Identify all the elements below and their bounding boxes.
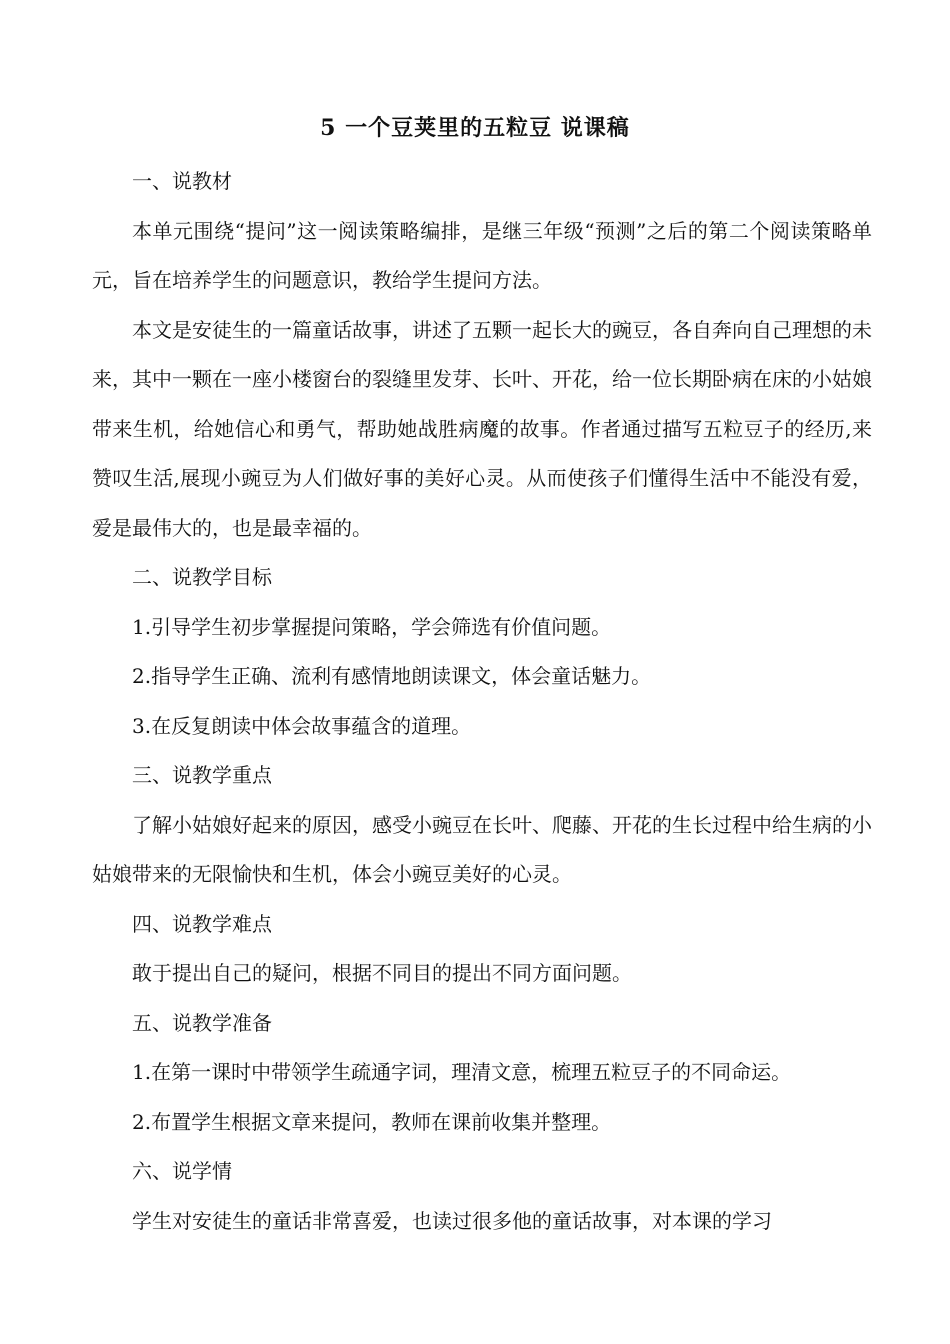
section-heading-key-points: 三、说教学重点 xyxy=(132,763,272,787)
preparation-item-2: 2.布置学生根据文章来提问，教师在课前收集并整理。 xyxy=(132,1109,612,1134)
section-heading-learners: 六、说学情 xyxy=(132,1159,232,1183)
objective-item-3: 3.在反复朗读中体会故事蕴含的道理。 xyxy=(132,713,472,738)
paragraph-unit-overview: 本单元围绕“提问”这一阅读策略编排，是继三年级“预测”之后的第二个阅读策略单元，旨在培养学生的问题意识，教给学生提问方法。 xyxy=(92,218,872,292)
paragraph-difficulties: 敢于提出自己的疑问，根据不同目的提出不同方面问题。 xyxy=(132,961,632,985)
section-heading-textbook: 一、说教材 xyxy=(132,169,232,193)
document-title: 5 一个豆荚里的五粒豆 说课稿 xyxy=(320,115,630,141)
section-heading-difficulties: 四、说教学难点 xyxy=(132,911,272,936)
objective-item-1: 1.引导学生初步掌握提问策略，学会筛选有价值问题。 xyxy=(132,614,612,639)
objective-item-2: 2.指导学生正确、流利有感情地朗读课文，体会童话魅力。 xyxy=(132,664,652,688)
section-heading-objectives: 二、说教学目标 xyxy=(132,565,272,589)
paragraph-learners: 学生对安徒生的童话非常喜爱，也读过很多他的童话故事，对本课的学习 xyxy=(132,1208,772,1233)
paragraph-text-summary: 本文是安徒生的一篇童话故事，讲述了五颗一起长大的豌豆，各自奔向自己理想的未来，其中一颗在一座小楼窗台的裂缝里发芽、长叶、开花，给一位长期卧病在床的小姑娘带来生机，给她信心和勇气，帮助她战胜病魔的故事。作者通过描写五粒豆子的经历,来赞叹生活,展现小豌豆为人们做好事的美好心灵。从而使孩子们懂得生活中不能没有爱，爱是最伟大的，也是最幸福的。 xyxy=(92,317,872,540)
document-body xyxy=(92,157,872,1246)
section-heading-preparation: 五、说教学准备 xyxy=(132,1010,272,1035)
preparation-item-1: 1.在第一课时中带领学生疏通字词，理清文意，梳理五粒豆子的不同命运。 xyxy=(132,1060,792,1084)
paragraph-key-points: 了解小姑娘好起来的原因，感受小豌豆在长叶、爬藤、开花的生长过程中给生病的小姑娘带来的无限愉快和生机，体会小豌豆美好的心灵。 xyxy=(92,812,872,886)
